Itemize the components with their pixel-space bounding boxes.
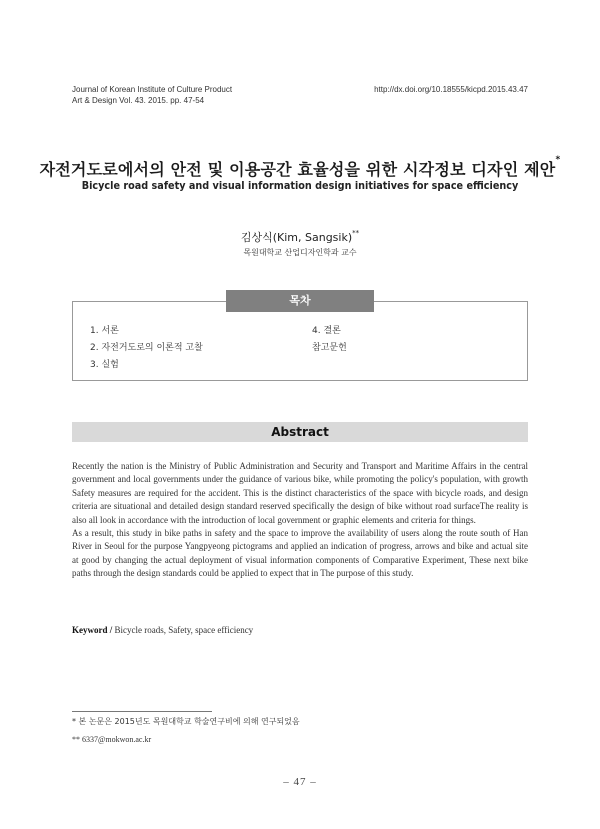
author-footnote-mark: ** bbox=[352, 229, 360, 237]
korean-title-text: 자전거도로에서의 안전 및 이용공간 효율성을 위한 시각정보 디자인 제안 bbox=[39, 160, 556, 179]
author-name-text: 김상식(Kim, Sangsik) bbox=[240, 231, 353, 244]
abstract-paragraph: As a result, this study in bike paths in safety and the space to improve the availability of users along the route south of Han River in Seoul for the purpose Yangpyeong pictograms and applied an indication of progress, arrows and bike and actual site at good by changing the actual deployment of visual information components of Comparative Experiment, These next bike paths through the design standards could be applied to expect that in The purpose of this study. bbox=[72, 528, 528, 579]
toc-item: 4. 결론 bbox=[312, 326, 341, 336]
korean-title bbox=[0, 157, 600, 180]
abstract-body bbox=[72, 460, 528, 581]
toc-item: 3. 실험 bbox=[90, 360, 119, 370]
footnote-divider bbox=[72, 711, 212, 712]
abstract-heading: Abstract bbox=[72, 422, 528, 442]
author-affiliation: 목원대학교 산업디자인학과 교수 bbox=[243, 248, 357, 257]
toc-item: 1. 서론 bbox=[90, 326, 119, 336]
keyword-label: Keyword / bbox=[72, 625, 113, 635]
toc-item: 2. 자전거도로의 이론적 고찰 bbox=[90, 343, 203, 353]
doi-link[interactable]: http://dx.doi.org/10.18555/kicpd.2015.43.47 bbox=[374, 85, 528, 94]
title-footnote-mark: * bbox=[555, 155, 561, 165]
footnote-funding: * 본 논문은 2015년도 목원대학교 학술연구비에 의해 연구되었음 bbox=[72, 717, 300, 726]
toc-item: 참고문헌 bbox=[312, 343, 347, 353]
keywords bbox=[72, 625, 528, 635]
abstract-paragraph: Recently the nation is the Ministry of Public Administration and Security and Transport and Maritime Affairs in the central government and local governments under the guidance of various bike, while promoting the policy's population, with growth Safety measures are required for the accident. This is the distinct characteristics of the space with bicycle roads, and design criteria are situational and detailed design standard reserved specifically the design of bike without road surfaceThe reality is also all look in accordance with the introduction of local government or graphic elements and criteria for things. bbox=[72, 461, 528, 525]
page-number: – 47 – bbox=[283, 776, 317, 788]
journal-header bbox=[72, 84, 232, 106]
footnote-email: ** 6337@mokwon.ac.kr bbox=[72, 735, 152, 744]
journal-volume: Art & Design Vol. 43. 2015. pp. 47-54 bbox=[72, 96, 205, 105]
author-name bbox=[0, 229, 600, 245]
journal-name: Journal of Korean Institute of Culture Product bbox=[72, 85, 233, 94]
toc-heading: 목차 bbox=[226, 290, 374, 312]
keyword-value: Bicycle roads, Safety, space efficiency bbox=[114, 625, 254, 635]
english-title: Bicycle road safety and visual information design initiatives for space efficiency bbox=[81, 180, 519, 192]
